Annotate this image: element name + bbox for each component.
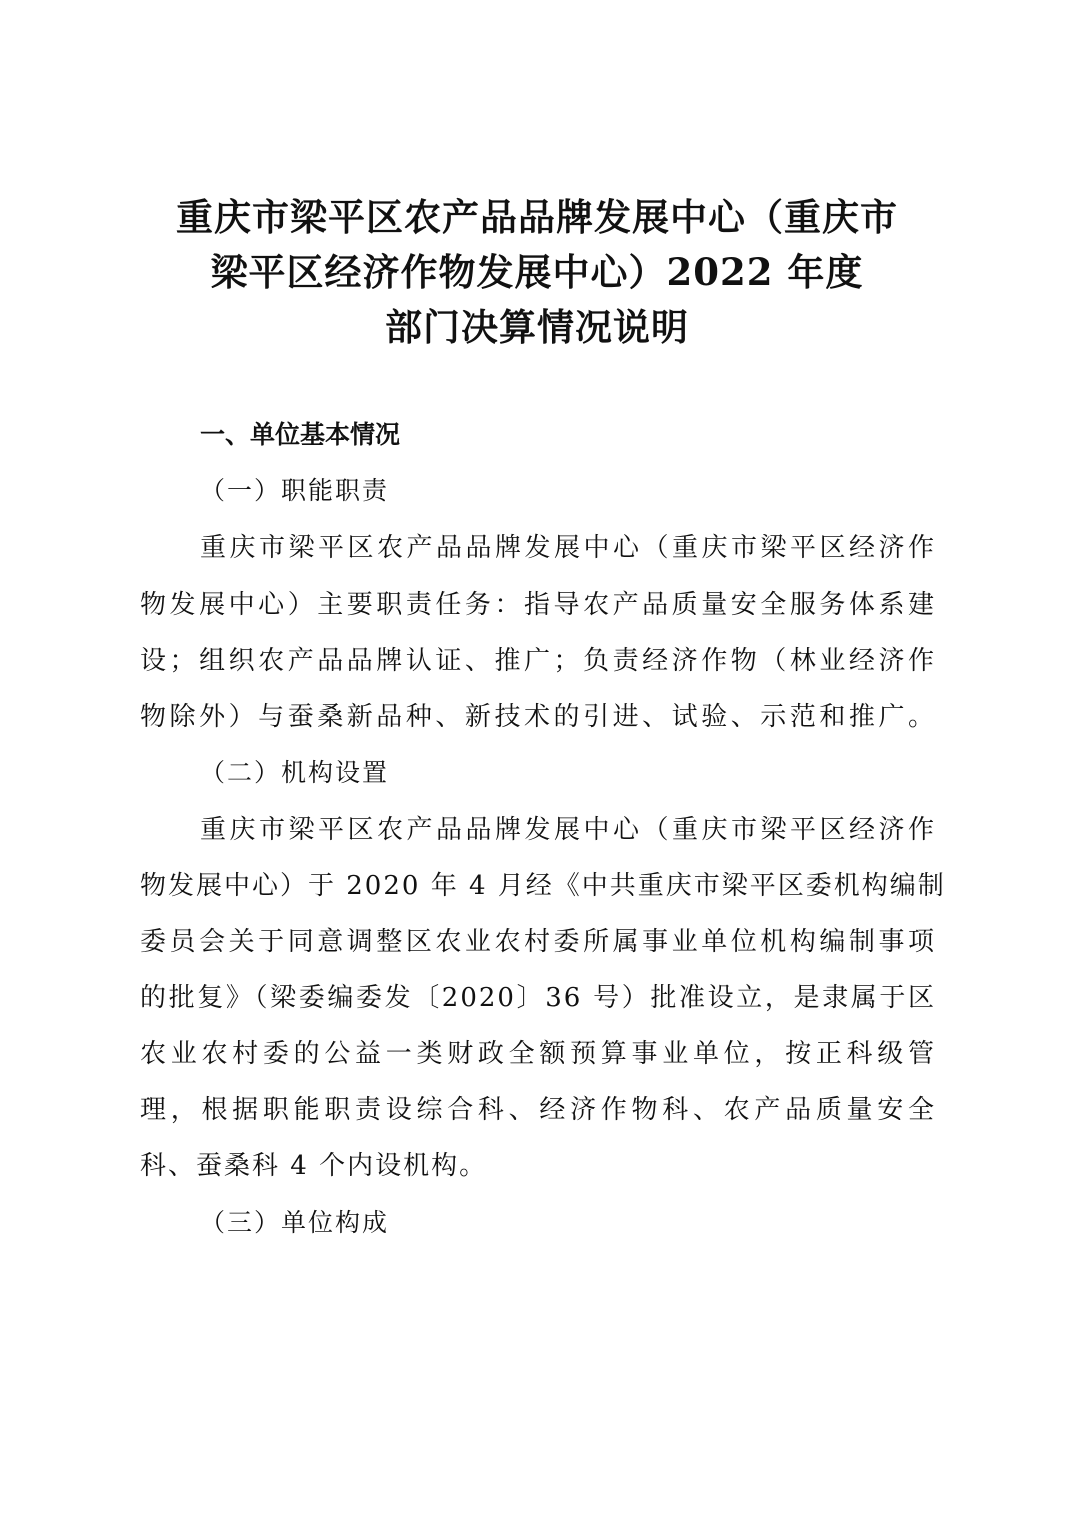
paragraph-line: 农业农村委的公益一类财政全额预算事业单位，按正科级管 <box>140 1039 936 1069</box>
subsection-heading-organization: （二）机构设置 <box>200 758 390 787</box>
paragraph-line: 设；组织农产品品牌认证、推广；负责经济作物（林业经济作 <box>140 646 936 676</box>
paragraph-line: 物除外）与蚕桑新品种、新技术的引进、试验、示范和推广。 <box>140 702 936 732</box>
paragraph-line: 理，根据职能职责设综合科、经济作物科、农产品质量安全 <box>140 1095 936 1125</box>
paragraph-line: 物发展中心）主要职责任务：指导农产品质量安全服务体系建 <box>140 590 936 620</box>
document-title-line-1: 重庆市梁平区农产品品牌发展中心（重庆市 <box>176 195 898 239</box>
section-heading-basic-info: 一、单位基本情况 <box>200 420 401 449</box>
paragraph-line: 重庆市梁平区农产品品牌发展中心（重庆市梁平区经济作 <box>200 815 936 845</box>
document-title-line-3: 部门决算情况说明 <box>385 305 689 349</box>
paragraph-line: 物发展中心）于 2020 年 4 月经《中共重庆市梁平区委机构编制 <box>140 871 946 901</box>
paragraph-line: 的批复》（梁委编委发〔2020〕36 号）批准设立，是隶属于区 <box>140 983 936 1013</box>
paragraph-line: 委员会关于同意调整区农业农村委所属事业单位机构编制事项 <box>140 927 936 957</box>
subsection-heading-composition: （三）单位构成 <box>200 1208 390 1237</box>
paragraph-line: 科、蚕桑科 4 个内设机构。 <box>140 1151 488 1181</box>
document-title-line-2: 梁平区经济作物发展中心）2022 年度 <box>210 250 864 294</box>
subsection-heading-functions: （一）职能职责 <box>200 476 390 505</box>
paragraph-line: 重庆市梁平区农产品品牌发展中心（重庆市梁平区经济作 <box>200 533 936 563</box>
